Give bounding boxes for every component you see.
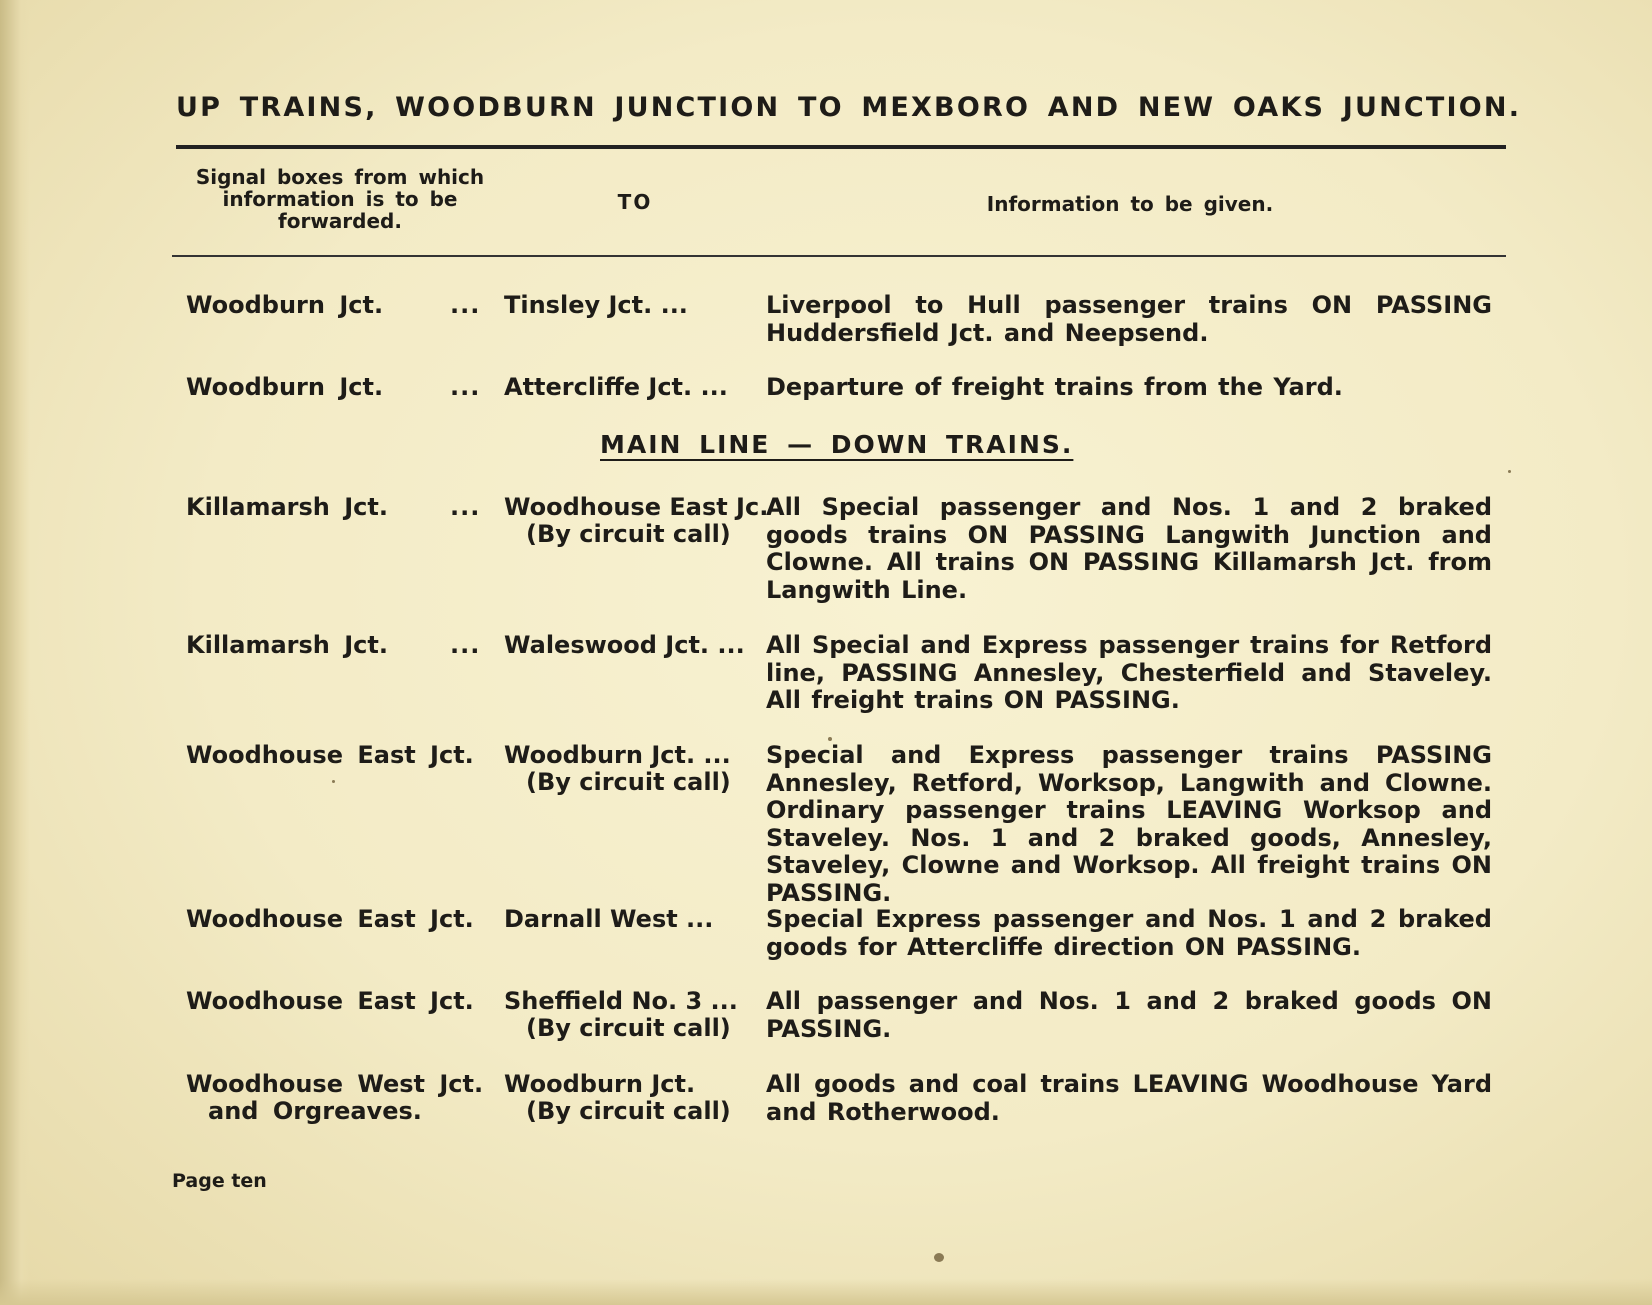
page-number: Page ten [172, 1170, 267, 1192]
information-cell: All Special and Express passenger trains for Retford line, PASSING Annesley, Chesterfield and Staveley. All freight trains ON PASSING. [766, 631, 1492, 714]
destination-cell: Sheffield No. 3 ... (By circuit call) [504, 987, 738, 1042]
header-bottom-rule [172, 255, 1506, 257]
information-cell: All passenger and Nos. 1 and 2 braked goods ON PASSING. [766, 987, 1492, 1043]
paper-spot [828, 737, 832, 741]
signal-box-cell: Woodhouse East Jct. [186, 987, 474, 1015]
destination-cell: Waleswood Jct. ... [504, 631, 745, 659]
leader-dots: ... [450, 631, 481, 659]
page-bottom-edge [0, 1279, 1652, 1305]
signal-box-cell: Killamarsh Jct. [186, 631, 388, 659]
destination-cell: Darnall West ... [504, 905, 714, 933]
signal-box-cell: Woodhouse East Jct. [186, 741, 474, 769]
paper-spot [332, 780, 335, 783]
destination-cell: Woodhouse East Jc. (By circuit call) [504, 493, 769, 548]
section-title: MAIN LINE — DOWN TRAINS. [600, 430, 1074, 459]
information-cell: Special Express passenger and Nos. 1 and 2 braked goods for Attercliffe direction ON PASSING. [766, 905, 1492, 961]
leader-dots: ... [450, 373, 481, 401]
leader-dots: ... [450, 493, 481, 521]
column-header-information: Information to be given. [986, 192, 1274, 216]
paper-spot [1508, 470, 1511, 473]
information-cell: All Special passenger and Nos. 1 and 2 braked goods trains ON PASSING Langwith Junction and Clowne. All trains ON PASSING Killamarsh Jct. from Langwith Line. [766, 493, 1492, 604]
information-cell: Special and Express passenger trains PASSING Annesley, Retford, Worksop, Langwith and Clowne. Ordinary passenger trains LEAVING Worksop and Staveley. Nos. 1 and 2 braked goods, Annesley, Staveley, Clowne and Worksop. All freight trains ON PASSING. [766, 741, 1492, 907]
information-cell: Liverpool to Hull passenger trains ON PASSING Huddersfield Jct. and Neepsend. [766, 291, 1492, 347]
signal-box-cell: Killamarsh Jct. [186, 493, 388, 521]
page-title: UP TRAINS, WOODBURN JUNCTION TO MEXBORO AND NEW OAKS JUNCTION. [176, 92, 1522, 123]
signal-box-cell: Woodburn Jct. [186, 291, 384, 319]
page-binding-edge [0, 0, 30, 1305]
paper-spot [934, 1253, 944, 1262]
information-cell: Departure of freight trains from the Yard. [766, 373, 1343, 401]
destination-cell: Tinsley Jct. ... [504, 291, 688, 319]
signal-box-cell: Woodhouse West Jct. and Orgreaves. [186, 1070, 484, 1125]
information-cell: All goods and coal trains LEAVING Woodhouse Yard and Rotherwood. [766, 1070, 1492, 1126]
column-header-to: TO [617, 190, 653, 214]
signal-box-cell: Woodburn Jct. [186, 373, 384, 401]
column-header-signal-boxes: Signal boxes from which information is to be forwarded. [195, 165, 485, 233]
signal-box-cell: Woodhouse East Jct. [186, 905, 474, 933]
destination-cell: Woodburn Jct. (By circuit call) [504, 1070, 731, 1125]
leader-dots: ... [450, 291, 481, 319]
header-top-rule [176, 145, 1506, 149]
destination-cell: Woodburn Jct. ... (By circuit call) [504, 741, 731, 796]
destination-cell: Attercliffe Jct. ... [504, 373, 728, 401]
